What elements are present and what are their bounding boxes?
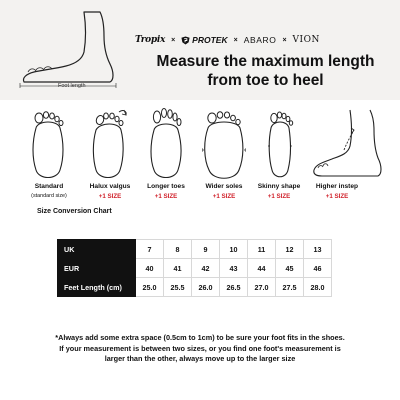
foot-type-label: Halux valgus: [89, 183, 131, 190]
foot-length-label: Foot length: [58, 83, 86, 89]
table-cell: 28.0: [304, 278, 332, 297]
brand-separator: ×: [233, 36, 238, 44]
headline-line-1: Measure the maximum length: [156, 53, 375, 70]
table-cell: 11: [248, 240, 276, 259]
table-cell: 10: [220, 240, 248, 259]
table-cell: 7: [136, 240, 164, 259]
brand-protek-text: PROTEK: [192, 35, 228, 45]
foot-type-label: Longer toes: [147, 183, 185, 190]
brand-vion: VION: [292, 35, 320, 45]
foot-type-label: Skinny shape: [257, 183, 301, 190]
foot-type-label: Standard: [34, 183, 64, 190]
brand-row: [135, 33, 395, 47]
table-cell: 8: [164, 240, 192, 259]
headline-line-2: from toe to heel: [207, 72, 324, 89]
foot-shape-longer-toes: [146, 106, 186, 186]
table-cell: 44: [248, 259, 276, 278]
table-cell: 46: [304, 259, 332, 278]
size-chart-title: Size Conversion Chart: [37, 208, 112, 215]
table-cell: 27.0: [248, 278, 276, 297]
side-foot-illustration: [14, 8, 124, 88]
foot-shapes-row: [10, 106, 395, 186]
brand-protek: [181, 35, 227, 45]
row-header: UK: [58, 240, 136, 259]
table-cell: 25.5: [164, 278, 192, 297]
foot-type-sub: (standard size): [31, 193, 67, 199]
brand-abaro: ABARO: [243, 35, 277, 45]
brand-tropix: Tropix: [135, 35, 166, 45]
foot-shape-standard: [28, 106, 68, 186]
foot-type-sub: +1 SIZE: [325, 193, 349, 200]
foot-type-sub: +1 SIZE: [98, 193, 122, 200]
table-cell: 25.0: [136, 278, 164, 297]
foot-type-sub: +1 SIZE: [267, 193, 291, 200]
row-header: EUR: [58, 259, 136, 278]
table-cell: 43: [220, 259, 248, 278]
headline: [138, 52, 393, 90]
footnote-line: If your measurement is between two sizes, or you find one foot's measurement is: [59, 343, 341, 353]
table-cell: 13: [304, 240, 332, 259]
table-cell: 26.0: [192, 278, 220, 297]
foot-shape-skinny: [262, 106, 298, 186]
protek-shield-icon: [181, 36, 190, 45]
foot-type-sub: +1 SIZE: [212, 193, 236, 200]
table-cell: 26.5: [220, 278, 248, 297]
size-conversion-table: [57, 239, 332, 297]
brand-separator: ×: [171, 36, 176, 44]
foot-type-label: Higher instep: [315, 183, 359, 190]
table-row: [58, 259, 332, 278]
row-header: Feet Length (cm): [58, 278, 136, 297]
table-cell: 42: [192, 259, 220, 278]
table-cell: 12: [276, 240, 304, 259]
foot-type-sub: +1 SIZE: [154, 193, 178, 200]
foot-shape-halux-valgus: [88, 106, 130, 186]
brand-separator: ×: [282, 36, 287, 44]
foot-shape-higher-instep: [310, 106, 388, 186]
foot-shape-wider-soles: [202, 106, 246, 186]
table-row: [58, 278, 332, 297]
sizing-footnote: [10, 333, 390, 365]
table-cell: 9: [192, 240, 220, 259]
table-row: [58, 240, 332, 259]
table-cell: 45: [276, 259, 304, 278]
table-cell: 41: [164, 259, 192, 278]
table-cell: 40: [136, 259, 164, 278]
table-cell: 27.5: [276, 278, 304, 297]
footnote-line: larger than the other, always move up to the larger size: [104, 354, 296, 363]
footnote-line: *Always add some extra space (0.5cm to 1cm) to be sure your foot fits in the shoes.: [55, 333, 345, 342]
foot-type-label: Wider soles: [205, 183, 243, 190]
